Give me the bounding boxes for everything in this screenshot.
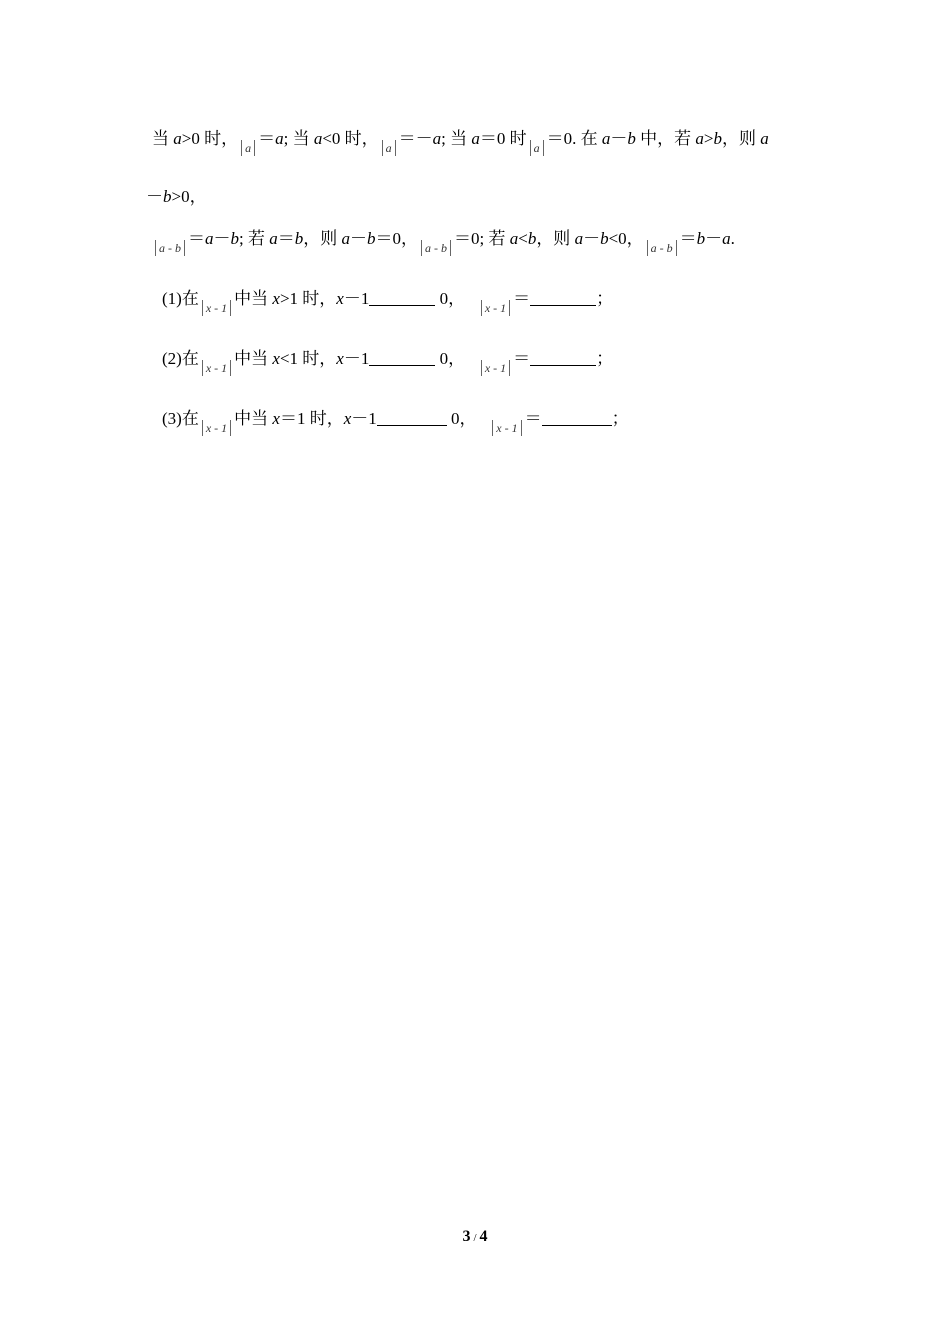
text: －1 — [343, 349, 370, 368]
abs-a — [530, 140, 544, 156]
answer-blank[interactable] — [530, 289, 596, 306]
abs-x-minus-1 — [202, 360, 231, 376]
text: ； — [596, 289, 614, 308]
var-x: x — [343, 409, 352, 428]
answer-blank[interactable] — [377, 409, 447, 426]
abs-content: x - 1 — [484, 361, 507, 375]
var-a: a — [269, 229, 278, 248]
abs-a-minus-b — [647, 240, 677, 256]
text: － — [705, 229, 723, 248]
abs-content: a - b — [424, 241, 447, 255]
var-b: b — [600, 229, 609, 248]
total-pages: 4 — [479, 1228, 488, 1245]
answer-blank[interactable] — [530, 349, 596, 366]
var-a: a — [722, 229, 731, 248]
text: － — [146, 187, 163, 206]
text: ，则 — [303, 229, 342, 248]
intro-line-2 — [146, 186, 207, 208]
text: 0， — [446, 409, 477, 428]
text: ＝0. 在 — [546, 129, 602, 148]
text: . — [730, 229, 735, 248]
text: ＝ — [188, 229, 205, 248]
var-x: x — [272, 349, 280, 368]
answer-blank[interactable] — [542, 409, 612, 426]
abs-x-minus-1 — [481, 360, 510, 376]
abs-content: a — [245, 141, 252, 155]
text: ＝0 时 — [479, 129, 527, 148]
abs-content: x - 1 — [205, 301, 228, 315]
text: ; 当 — [441, 129, 472, 148]
var-b: b — [230, 229, 239, 248]
text: ＝－ — [398, 129, 433, 148]
text: － — [610, 129, 628, 148]
text: ＝ — [258, 129, 276, 148]
text: － — [213, 229, 231, 248]
text: >0 时， — [181, 129, 239, 148]
page-separator: / — [473, 1232, 477, 1244]
question-number: (1)在 — [162, 289, 199, 308]
var-b: b — [713, 129, 722, 148]
text: ＝ — [524, 409, 542, 428]
text: 中，若 — [635, 129, 696, 148]
text: 0， — [435, 349, 466, 368]
question-number: (3)在 — [162, 409, 199, 428]
var-a: a — [432, 129, 442, 148]
text: － — [349, 229, 367, 248]
abs-content: x - 1 — [496, 421, 518, 435]
text: ＝1 时， — [279, 409, 344, 428]
abs-content: x - 1 — [205, 421, 228, 435]
text: 中当 — [234, 349, 273, 368]
question-number: (2)在 — [162, 349, 199, 368]
text: <0 时， — [322, 129, 379, 148]
var-x: x — [272, 289, 280, 308]
abs-content: a - b — [650, 241, 673, 255]
text: < — [518, 229, 528, 248]
question-1 — [162, 288, 613, 316]
abs-x-minus-1 — [492, 420, 521, 436]
var-b: b — [366, 229, 376, 248]
text: ＝ — [277, 229, 295, 248]
abs-x-minus-1 — [202, 300, 231, 316]
intro-line-3 — [152, 228, 735, 256]
text: 中当 — [234, 289, 273, 308]
text: －1 — [351, 409, 377, 428]
text: 中当 — [234, 409, 273, 428]
var-a: a — [173, 129, 182, 148]
var-a: a — [275, 129, 284, 148]
text: ; 若 — [239, 229, 270, 248]
question-2 — [162, 348, 613, 376]
intro-line-1 — [152, 128, 769, 156]
text: 0， — [435, 289, 466, 308]
var-b: b — [527, 229, 537, 248]
text: >1 时， — [279, 289, 337, 308]
var-b: b — [696, 229, 706, 248]
text: ＝ — [679, 229, 697, 248]
page-number — [0, 1228, 950, 1246]
text: 当 — [152, 129, 174, 148]
var-a: a — [471, 129, 480, 148]
text: <1 时， — [279, 349, 337, 368]
abs-content: x - 1 — [484, 301, 507, 315]
text: －1 — [343, 289, 370, 308]
abs-x-minus-1 — [481, 300, 510, 316]
text: ＝0， — [375, 229, 418, 248]
current-page: 3 — [462, 1228, 471, 1245]
answer-blank[interactable] — [369, 349, 435, 366]
abs-a — [241, 140, 255, 156]
var-a: a — [601, 129, 611, 148]
var-a: a — [341, 229, 350, 248]
var-b: b — [627, 129, 636, 148]
abs-content: a — [385, 141, 392, 155]
answer-blank[interactable] — [369, 289, 435, 306]
text: ＝ — [513, 289, 531, 308]
abs-content: a — [533, 141, 540, 155]
text: ，则 — [536, 229, 575, 248]
text: ＝0; 若 — [453, 229, 510, 248]
var-a: a — [509, 229, 519, 248]
var-a: a — [574, 229, 584, 248]
abs-a-minus-b — [155, 240, 185, 256]
text: >0， — [171, 187, 207, 206]
var-b: b — [163, 187, 172, 206]
abs-content: a - b — [159, 241, 181, 255]
text: ; 当 — [283, 129, 314, 148]
text: <0， — [608, 229, 644, 248]
var-x: x — [336, 289, 344, 308]
text: ＝ — [513, 349, 531, 368]
abs-a-minus-b — [421, 240, 451, 256]
question-3 — [162, 408, 629, 436]
abs-x-minus-1 — [202, 420, 231, 436]
var-a: a — [313, 129, 323, 148]
text: － — [583, 229, 601, 248]
abs-a — [382, 140, 396, 156]
var-a: a — [205, 229, 214, 248]
var-x: x — [336, 349, 344, 368]
var-b: b — [294, 229, 304, 248]
var-x: x — [272, 409, 280, 428]
text: > — [703, 129, 714, 148]
var-a: a — [695, 129, 704, 148]
var-a: a — [760, 129, 769, 148]
text: ； — [611, 409, 629, 428]
text: ； — [596, 349, 614, 368]
text: ，则 — [722, 129, 761, 148]
abs-content: x - 1 — [205, 361, 228, 375]
